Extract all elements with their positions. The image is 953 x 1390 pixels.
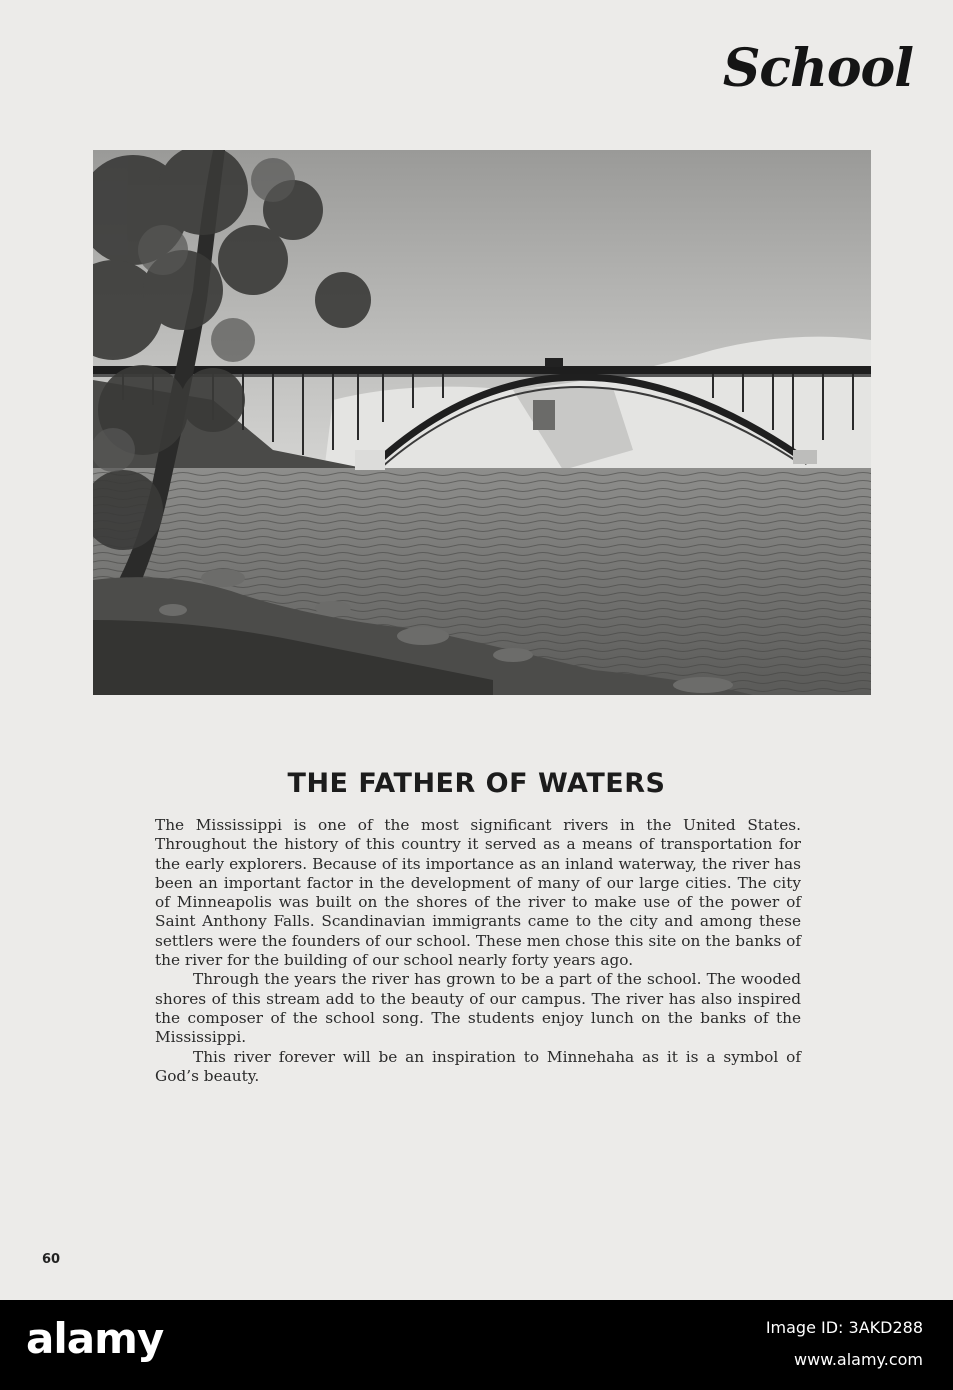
- bridge-photo: [93, 150, 871, 695]
- article-paragraph: Through the years the river has grown to be a part of the school. The wooded shores of this stream add to the beauty of our campus. The river has also inspired the composer of the school song. The students enjoy lunch on the banks of the Mississippi.: [155, 970, 801, 1047]
- watermark-footer: [0, 1300, 953, 1390]
- alamy-logo: alamy: [26, 1314, 164, 1363]
- article-paragraph: This river forever will be an inspiration to Minnehaha as it is a symbol of God’s beauty.: [155, 1047, 801, 1085]
- image-id-label: Image ID: 3AKD288: [765, 1318, 923, 1337]
- article-headline: THE FATHER OF WATERS: [287, 768, 666, 799]
- article-body: [155, 816, 801, 1086]
- page-number: 60: [42, 1252, 61, 1267]
- article-paragraph: The Mississippi is one of the most significant rivers in the United States. Throughout the history of this country it served as a means of transportation for the early explorers. Because of its importance as an inland waterway, the river has been an important factor in the development of many of our large cities. The city of Minneapolis was built on the shores of the river to make use of the power of Saint Anthony Falls. Scandinavian immigrants came to the city and among these settlers were the founders of our school. These men chose this site on the banks of the river for the building of our school nearly forty years ago.: [155, 816, 801, 970]
- footer-url: www.alamy.com: [794, 1350, 923, 1369]
- section-title: School: [722, 38, 913, 99]
